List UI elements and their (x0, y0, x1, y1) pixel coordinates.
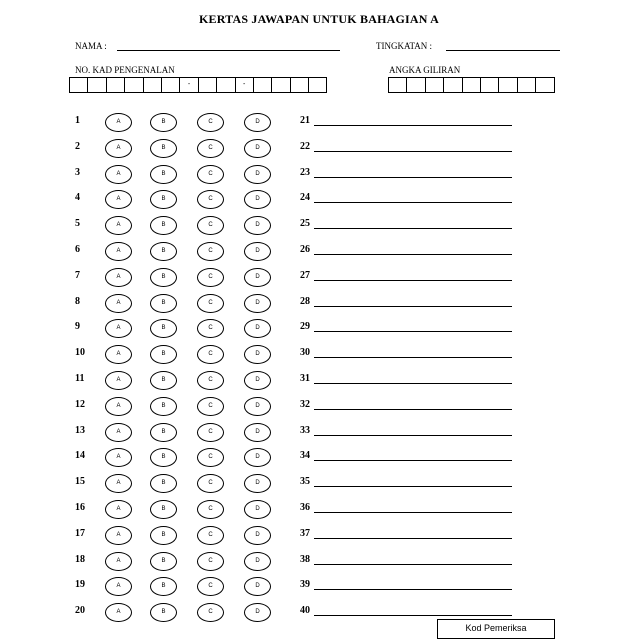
question-number: 7 (75, 269, 80, 281)
question-number: 33 (300, 424, 310, 436)
question-number: 25 (300, 218, 310, 230)
question-number: 11 (75, 373, 85, 384)
answer-bubble-a[interactable]: A (105, 294, 132, 313)
giliran-row-cell[interactable] (536, 78, 554, 92)
answer-bubble-b[interactable]: B (150, 577, 177, 596)
answer-bubble-d[interactable]: D (244, 216, 271, 235)
answer-bubble-b[interactable]: B (150, 268, 177, 287)
question-number: 28 (300, 295, 310, 307)
answer-bubble-a[interactable]: A (105, 242, 132, 261)
answer-bubble-c[interactable]: C (197, 165, 224, 184)
question-number: 3 (75, 166, 80, 178)
answer-bubble-c[interactable]: C (197, 319, 224, 338)
kad-row-cell[interactable] (217, 78, 235, 92)
question-number: 34 (300, 450, 310, 462)
tingkatan-field[interactable] (446, 50, 560, 51)
question-number: 14 (75, 450, 85, 462)
answer-bubble-d[interactable]: D (244, 242, 271, 261)
kod-pemeriksa-box: Kod Pemeriksa (437, 619, 555, 639)
question-number: 23 (300, 166, 310, 178)
answer-bubble-d[interactable]: D (244, 190, 271, 209)
answer-bubble-c[interactable]: C (197, 552, 224, 571)
question-number: 31 (300, 373, 310, 384)
answer-bubble-b[interactable]: B (150, 216, 177, 235)
answer-bubble-c[interactable]: C (197, 242, 224, 261)
answer-bubble-d[interactable]: D (244, 397, 271, 416)
answer-bubble-c[interactable]: C (197, 139, 224, 158)
answer-bubble-b[interactable]: B (150, 294, 177, 313)
answer-line[interactable] (314, 202, 512, 203)
kad-row-cell[interactable] (291, 78, 309, 92)
answer-bubble-d[interactable]: D (244, 552, 271, 571)
answer-line[interactable] (314, 177, 512, 178)
answer-bubble-d[interactable]: D (244, 165, 271, 184)
answer-bubble-a[interactable]: A (105, 371, 132, 390)
question-number: 21 (300, 115, 310, 126)
answer-bubble-d[interactable]: D (244, 474, 271, 493)
question-number: 22 (300, 140, 310, 152)
answer-line[interactable] (314, 486, 512, 487)
answer-line[interactable] (314, 280, 512, 281)
question-number: 16 (75, 502, 85, 513)
question-number: 4 (75, 192, 80, 204)
question-number: 13 (75, 424, 85, 436)
answer-bubble-a[interactable]: A (105, 552, 132, 571)
answer-line[interactable] (314, 409, 512, 410)
kad-row-cell[interactable] (162, 78, 180, 92)
answer-bubble-c[interactable]: C (197, 345, 224, 364)
kad-row-cell[interactable]: - (180, 78, 198, 92)
answer-bubble-b[interactable]: B (150, 526, 177, 545)
answer-bubble-c[interactable]: C (197, 423, 224, 442)
giliran-row-cell[interactable] (444, 78, 462, 92)
giliran-row-cell[interactable] (426, 78, 444, 92)
answer-bubble-a[interactable]: A (105, 500, 132, 519)
answer-bubble-c[interactable]: C (197, 526, 224, 545)
question-number: 8 (75, 295, 80, 307)
question-number: 5 (75, 218, 80, 230)
answer-bubble-a[interactable]: A (105, 603, 132, 622)
answer-bubble-a[interactable]: A (105, 319, 132, 338)
kad-row-cell[interactable]: - (236, 78, 254, 92)
answer-bubble-d[interactable]: D (244, 139, 271, 158)
answer-bubble-c[interactable]: C (197, 371, 224, 390)
question-number: 36 (300, 502, 310, 513)
answer-bubble-c[interactable]: C (197, 190, 224, 209)
question-number: 40 (300, 605, 310, 617)
nama-label: NAMA : (75, 41, 107, 51)
page-title: KERTAS JAWAPAN UNTUK BAHAGIAN A (198, 12, 440, 26)
answer-line[interactable] (314, 589, 512, 590)
question-number: 26 (300, 244, 310, 255)
question-number: 35 (300, 476, 310, 488)
question-number: 6 (75, 244, 80, 255)
answer-line[interactable] (314, 383, 512, 384)
giliran-row-cell[interactable] (407, 78, 425, 92)
answer-bubble-b[interactable]: B (150, 474, 177, 493)
answer-bubble-c[interactable]: C (197, 397, 224, 416)
question-number: 12 (75, 398, 85, 410)
answer-bubble-b[interactable]: B (150, 113, 177, 132)
answer-bubble-a[interactable]: A (105, 345, 132, 364)
answer-bubble-b[interactable]: B (150, 345, 177, 364)
answer-line[interactable] (314, 615, 512, 616)
answer-line[interactable] (314, 512, 512, 513)
question-number: 15 (75, 476, 85, 488)
kad-row-cell[interactable] (125, 78, 143, 92)
question-number: 30 (300, 347, 310, 359)
answer-bubble-d[interactable]: D (244, 268, 271, 287)
question-number: 17 (75, 527, 85, 539)
kad-row-cell[interactable] (272, 78, 290, 92)
answer-bubble-c[interactable]: C (197, 448, 224, 467)
tingkatan-label: TINGKATAN : (376, 41, 433, 51)
answer-bubble-d[interactable]: D (244, 113, 271, 132)
kad-row-cell[interactable] (254, 78, 272, 92)
answer-line[interactable] (314, 254, 512, 255)
kad-row-cell[interactable] (70, 78, 88, 92)
answer-bubble-d[interactable]: D (244, 603, 271, 622)
answer-bubble-a[interactable]: A (105, 397, 132, 416)
answer-bubble-b[interactable]: B (150, 165, 177, 184)
answer-bubble-a[interactable]: A (105, 165, 132, 184)
question-number: 1 (75, 115, 80, 126)
answer-bubble-c[interactable]: C (197, 577, 224, 596)
answer-bubble-a[interactable]: A (105, 474, 132, 493)
answer-line[interactable] (314, 435, 512, 436)
question-number: 19 (75, 579, 85, 591)
answer-bubble-d[interactable]: D (244, 423, 271, 442)
answer-bubble-c[interactable]: C (197, 603, 224, 622)
question-number: 32 (300, 398, 310, 410)
kad-row-cell[interactable] (309, 78, 327, 92)
question-number: 38 (300, 553, 310, 565)
answer-bubble-b[interactable]: B (150, 448, 177, 467)
answer-bubble-d[interactable]: D (244, 526, 271, 545)
question-number: 10 (75, 347, 85, 359)
answer-bubble-b[interactable]: B (150, 500, 177, 519)
answer-bubble-d[interactable]: D (244, 448, 271, 467)
giliran-row-cell[interactable] (389, 78, 407, 92)
question-number: 24 (300, 192, 310, 204)
question-number: 9 (75, 321, 80, 333)
answer-bubble-a[interactable]: A (105, 577, 132, 596)
giliran-row-cell[interactable] (481, 78, 499, 92)
answer-bubble-c[interactable]: C (197, 268, 224, 287)
answer-bubble-a[interactable]: A (105, 113, 132, 132)
question-number: 18 (75, 553, 85, 565)
question-number: 29 (300, 321, 310, 333)
answer-bubble-d[interactable]: D (244, 371, 271, 390)
angka-giliran-label: ANGKA GILIRAN (389, 65, 461, 75)
question-number: 37 (300, 527, 310, 539)
kad-row-cell[interactable] (144, 78, 162, 92)
answer-bubble-a[interactable]: A (105, 190, 132, 209)
kad-pengenalan-label: NO. KAD PENGENALAN (75, 65, 175, 75)
answer-bubble-d[interactable]: D (244, 500, 271, 519)
answer-bubble-a[interactable]: A (105, 526, 132, 545)
answer-line[interactable] (314, 357, 512, 358)
answer-bubble-a[interactable]: A (105, 448, 132, 467)
answer-bubble-c[interactable]: C (197, 500, 224, 519)
giliran-row-cell[interactable] (518, 78, 536, 92)
nama-field[interactable] (117, 50, 340, 51)
question-number: 2 (75, 140, 80, 152)
answer-bubble-b[interactable]: B (150, 190, 177, 209)
answer-bubble-b[interactable]: B (150, 423, 177, 442)
kad-row-cell[interactable] (88, 78, 106, 92)
answer-bubble-b[interactable]: B (150, 242, 177, 261)
answer-line[interactable] (314, 306, 512, 307)
answer-line[interactable] (314, 331, 512, 332)
question-number: 39 (300, 579, 310, 591)
answer-bubble-a[interactable]: A (105, 139, 132, 158)
answer-bubble-b[interactable]: B (150, 319, 177, 338)
angka-giliran-boxes[interactable] (388, 77, 555, 93)
answer-bubble-c[interactable]: C (197, 113, 224, 132)
answer-line[interactable] (314, 125, 512, 126)
answer-bubble-a[interactable]: A (105, 268, 132, 287)
answer-bubble-d[interactable]: D (244, 577, 271, 596)
answer-bubble-c[interactable]: C (197, 294, 224, 313)
answer-line[interactable] (314, 564, 512, 565)
giliran-row-cell[interactable] (499, 78, 517, 92)
question-number: 27 (300, 269, 310, 281)
question-number: 20 (75, 605, 85, 617)
answer-line[interactable] (314, 151, 512, 152)
kad-row-cell[interactable] (107, 78, 125, 92)
answer-line[interactable] (314, 228, 512, 229)
answer-bubble-b[interactable]: B (150, 139, 177, 158)
answer-bubble-c[interactable]: C (197, 216, 224, 235)
answer-bubble-c[interactable]: C (197, 474, 224, 493)
answer-bubble-d[interactable]: D (244, 294, 271, 313)
answer-line[interactable] (314, 538, 512, 539)
answer-bubble-b[interactable]: B (150, 552, 177, 571)
answer-bubble-a[interactable]: A (105, 216, 132, 235)
answer-bubble-b[interactable]: B (150, 397, 177, 416)
answer-bubble-d[interactable]: D (244, 319, 271, 338)
answer-bubble-b[interactable]: B (150, 371, 177, 390)
giliran-row-cell[interactable] (463, 78, 481, 92)
answer-bubble-d[interactable]: D (244, 345, 271, 364)
answer-bubble-a[interactable]: A (105, 423, 132, 442)
answer-line[interactable] (314, 460, 512, 461)
kad-pengenalan-boxes[interactable] (69, 77, 327, 93)
answer-bubble-b[interactable]: B (150, 603, 177, 622)
kad-row-cell[interactable] (199, 78, 217, 92)
